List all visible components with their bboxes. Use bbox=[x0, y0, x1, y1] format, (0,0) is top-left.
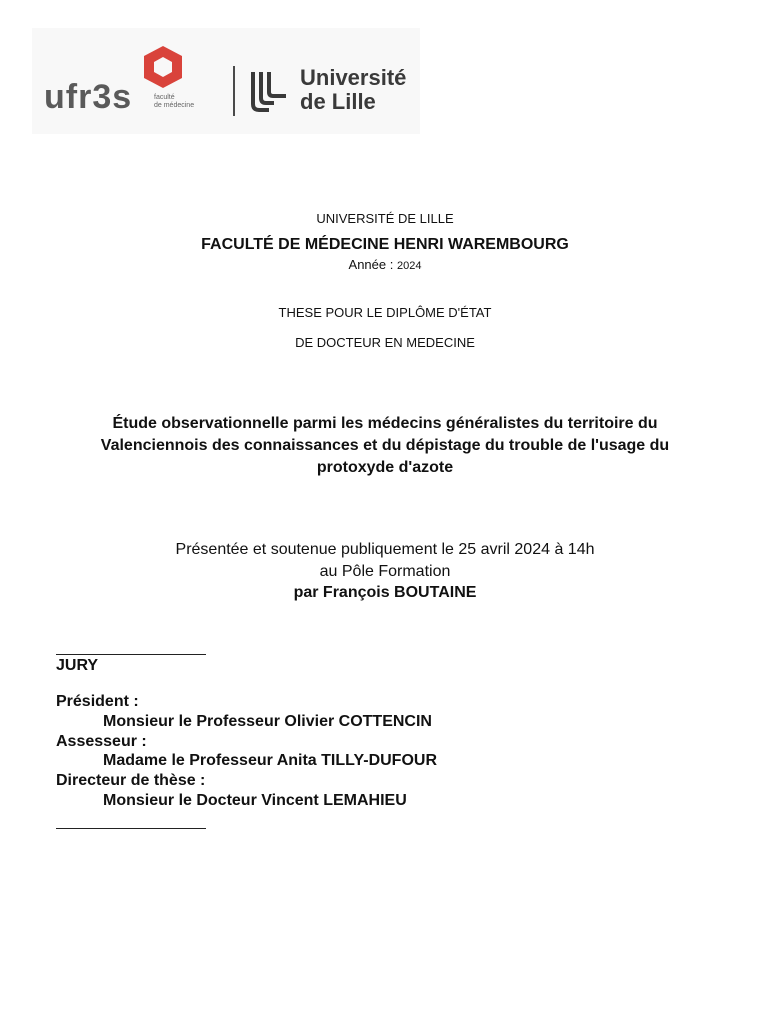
thesis-title-line2: Valenciennois des connaissances et du dépistage du trouble de l'usage du bbox=[100, 437, 670, 454]
universite-de-lille-mark-icon bbox=[250, 70, 290, 112]
assessor-name: Madame le Professeur Anita TILLY-DUFOUR bbox=[103, 752, 437, 769]
assessor-label: Assesseur : bbox=[56, 733, 147, 750]
ufr3s-subtitle-line1: faculté bbox=[154, 94, 175, 101]
defense-location: au Pôle Formation bbox=[319, 563, 451, 580]
author-name: par François BOUTAINE bbox=[293, 584, 477, 601]
year-label: Année : bbox=[348, 257, 394, 272]
logo-separator bbox=[233, 66, 235, 116]
ufr3s-wordmark: ufr3s bbox=[44, 78, 133, 116]
president-label: Président : bbox=[56, 693, 139, 710]
ufr3s-subtitle-line2: de médecine bbox=[154, 102, 195, 109]
universite-de-lille-logo bbox=[250, 66, 430, 116]
director-name: Monsieur le Docteur Vincent LEMAHIEU bbox=[103, 792, 407, 809]
thesis-type-line1: THESE POUR LE DIPLÔME D'ÉTAT bbox=[278, 305, 492, 320]
ufr3s-hexagon-icon bbox=[140, 44, 186, 90]
academic-year bbox=[0, 257, 770, 272]
thesis-title-line1: Étude observationnelle parmi les médecins généralistes du territoire du bbox=[112, 415, 658, 432]
ufr3s-subtitle bbox=[154, 94, 194, 110]
thesis-type-line2: DE DOCTEUR EN MEDECINE bbox=[295, 335, 475, 350]
ul-wordmark-line1: Université bbox=[300, 65, 407, 90]
thesis-title-line3: protoxyde d'azote bbox=[316, 459, 454, 476]
director-label: Directeur de thèse : bbox=[56, 772, 206, 789]
president-name: Monsieur le Professeur Olivier COTTENCIN bbox=[103, 713, 432, 730]
defense-date: Présentée et soutenue publiquement le 25 avril 2024 à 14h bbox=[175, 541, 595, 558]
ufr3s-logo bbox=[44, 44, 204, 120]
university-name: UNIVERSITÉ DE LILLE bbox=[316, 211, 454, 226]
jury-top-rule bbox=[56, 654, 206, 655]
year-value: 2024 bbox=[396, 260, 422, 272]
jury-bottom-rule bbox=[56, 828, 206, 829]
faculty-name: FACULTÉ DE MÉDECINE HENRI WAREMBOURG bbox=[201, 236, 569, 253]
universite-de-lille-wordmark bbox=[300, 66, 406, 114]
jury-heading: JURY bbox=[56, 657, 99, 674]
thesis-title bbox=[40, 413, 730, 479]
ul-wordmark-line2: de Lille bbox=[300, 89, 376, 114]
